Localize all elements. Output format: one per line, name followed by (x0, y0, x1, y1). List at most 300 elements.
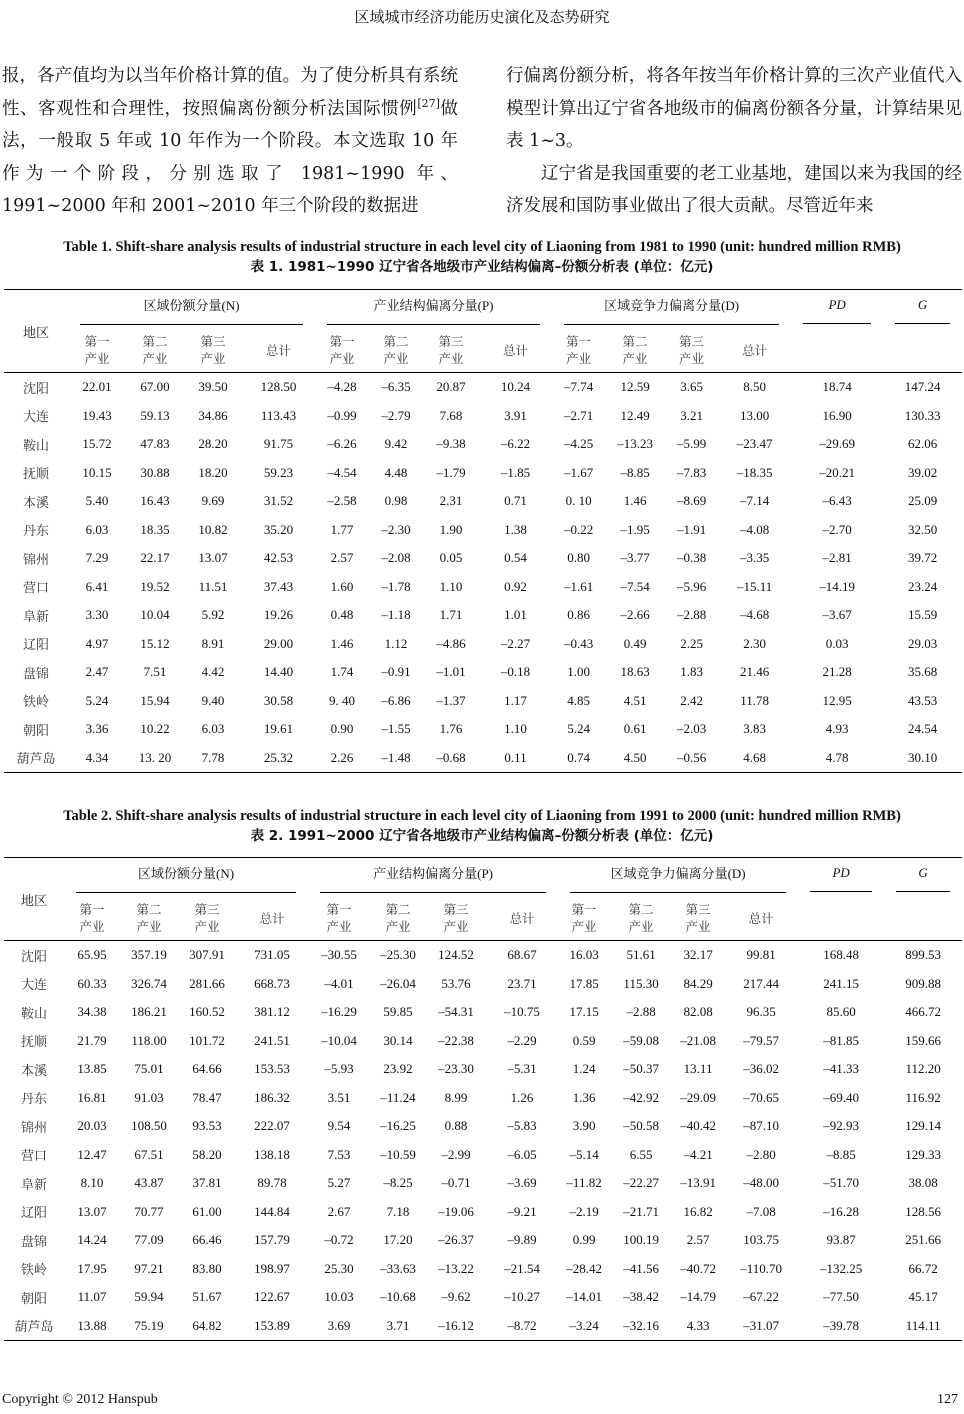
value-cell: –9.89 (507, 1232, 537, 1248)
table-row (4, 516, 962, 545)
group-n-header: 区域份额分量(N) (68, 290, 315, 331)
value-cell: –0.18 (500, 664, 531, 680)
value-cell: –33.63 (380, 1260, 416, 1276)
table-row (4, 687, 962, 716)
value-cell: –10.04 (321, 1032, 357, 1048)
value-cell: 12.49 (620, 407, 650, 423)
table-row (4, 1312, 962, 1341)
value-cell: 6.03 (85, 521, 109, 537)
value-cell: –1.01 (436, 664, 466, 680)
value-cell: –5.14 (569, 1146, 599, 1162)
value-cell: 18.20 (198, 464, 228, 480)
value-cell: 128.50 (260, 379, 297, 395)
value-cell: –1.85 (500, 464, 531, 480)
value-cell: 30.14 (383, 1032, 413, 1048)
table-row (4, 744, 962, 773)
value-cell: 0. 10 (565, 493, 592, 509)
total-header: 总计 (742, 343, 768, 358)
value-cell: 18.74 (822, 379, 852, 395)
value-cell: 2.25 (680, 635, 703, 651)
pd-header: PD (798, 858, 884, 899)
value-cell: –23.30 (438, 1061, 474, 1077)
primary-header: 第一 产业 (329, 335, 355, 366)
table-row (4, 658, 962, 687)
value-cell: –14.01 (566, 1289, 602, 1305)
value-cell: –31.07 (724, 1312, 798, 1341)
value-cell: –28.42 (566, 1260, 602, 1276)
value-cell: 8.10 (80, 1175, 104, 1191)
value-cell: 113.43 (260, 407, 297, 423)
value-cell: 153.89 (236, 1312, 308, 1341)
value-cell: 1.24 (572, 1061, 596, 1077)
value-cell: 0.80 (567, 550, 590, 566)
value-cell: 16.81 (77, 1089, 107, 1105)
value-cell: –0.22 (563, 521, 594, 537)
table-row (4, 601, 962, 630)
value-cell: 20.87 (436, 379, 466, 395)
value-cell: 731.05 (254, 947, 290, 963)
value-cell: 93.87 (826, 1232, 856, 1248)
value-cell: 2.31 (439, 493, 463, 509)
value-cell: –2.27 (500, 635, 531, 651)
total-header: 总计 (266, 343, 292, 358)
value-cell: –8.25 (383, 1175, 413, 1191)
table2 (4, 857, 962, 1341)
value-cell: 5.27 (327, 1175, 351, 1191)
tertiary-header: 第三 产业 (443, 903, 469, 934)
value-cell: 6.55 (629, 1146, 653, 1162)
value-cell: 18.35 (140, 521, 170, 537)
region-cell: 辽阳 (22, 637, 49, 653)
value-cell: –2.19 (569, 1203, 599, 1219)
value-cell: 34.38 (77, 1004, 107, 1020)
value-cell: –8.72 (486, 1312, 558, 1341)
value-cell: 1.17 (504, 692, 527, 708)
value-cell: –9.62 (441, 1289, 471, 1305)
value-cell: 25.32 (242, 744, 315, 773)
value-cell: –4.21 (683, 1146, 713, 1162)
body-text (0, 60, 964, 220)
value-cell: –3.67 (822, 607, 852, 623)
primary-header: 第一 产业 (571, 903, 597, 934)
value-cell: –3.69 (507, 1175, 537, 1191)
value-cell: 128.56 (905, 1203, 941, 1219)
value-cell: –4.08 (739, 521, 770, 537)
value-cell: 60.33 (77, 975, 107, 991)
value-cell: 30.58 (263, 692, 294, 708)
value-cell: 9.40 (201, 692, 225, 708)
value-cell: 0.99 (572, 1232, 596, 1248)
value-cell: 13.07 (198, 550, 228, 566)
g-header: G (884, 858, 962, 899)
value-cell: –77.50 (823, 1289, 859, 1305)
value-cell: 3.30 (85, 607, 109, 623)
value-cell: 3.36 (85, 721, 109, 737)
value-cell: –1.91 (676, 521, 707, 537)
value-cell: –1.79 (436, 464, 466, 480)
value-cell: 0.59 (572, 1032, 596, 1048)
group-d-header: 区域竞争力偏离分量(D) (552, 290, 791, 331)
value-cell: 129.33 (905, 1146, 941, 1162)
value-cell: 35.68 (907, 664, 938, 680)
value-cell: –0.91 (381, 664, 411, 680)
value-cell: 0.92 (504, 578, 527, 594)
value-cell: 3.65 (680, 379, 703, 395)
secondary-header: 第二 产业 (628, 903, 654, 934)
value-cell: 4.34 (68, 744, 126, 773)
value-cell: 64.66 (192, 1061, 222, 1077)
value-cell: –2.29 (507, 1032, 537, 1048)
value-cell: 100.19 (623, 1232, 659, 1248)
value-cell: 147.24 (904, 379, 941, 395)
value-cell: 17.85 (569, 975, 599, 991)
total-header: 总计 (503, 343, 529, 358)
group-n-header: 区域份额分量(N) (64, 858, 308, 899)
value-cell: 144.84 (254, 1203, 290, 1219)
value-cell: 0.05 (439, 550, 463, 566)
value-cell: 14.24 (77, 1232, 107, 1248)
region-header: 地区 (22, 324, 49, 340)
value-cell: –7.54 (620, 578, 650, 594)
region-cell: 丹东 (22, 523, 49, 539)
value-cell: –2.08 (381, 550, 411, 566)
value-cell: 0.03 (825, 635, 849, 651)
value-cell: –9.21 (507, 1203, 537, 1219)
value-cell: 85.60 (826, 1004, 856, 1020)
value-cell: –1.61 (563, 578, 594, 594)
value-cell: 2.57 (686, 1232, 710, 1248)
value-cell: 668.73 (254, 975, 290, 991)
primary-header: 第一 产业 (566, 335, 592, 366)
secondary-header: 第二 产业 (383, 335, 409, 366)
value-cell: –4.28 (327, 379, 357, 395)
value-cell: –7.74 (563, 379, 594, 395)
value-cell: 75.19 (120, 1312, 178, 1341)
value-cell: 12.95 (822, 692, 852, 708)
value-cell: 0.48 (330, 607, 354, 623)
value-cell: 17.95 (77, 1260, 107, 1276)
value-cell: 45.17 (908, 1289, 938, 1305)
value-cell: –21.54 (504, 1260, 540, 1276)
value-cell: –14.19 (819, 578, 855, 594)
table2-caption-zh: 表 2. 1991~2000 辽宁省各地级市产业结构偏离–份额分析表 (单位：亿元) (250, 828, 714, 844)
region-cell: 沈阳 (22, 380, 49, 396)
value-cell: –50.37 (623, 1061, 659, 1077)
value-cell: 1.00 (567, 664, 590, 680)
value-cell: –0.71 (441, 1175, 471, 1191)
value-cell: 34.86 (198, 407, 228, 423)
value-cell: 4.42 (201, 664, 225, 680)
value-cell: –41.56 (623, 1260, 659, 1276)
value-cell: 11.51 (198, 578, 228, 594)
value-cell: 2.42 (680, 692, 703, 708)
value-cell: 2.67 (327, 1203, 351, 1219)
value-cell: –1.37 (436, 692, 466, 708)
value-cell: –2.30 (381, 521, 411, 537)
value-cell: –29.69 (819, 436, 855, 452)
value-cell: –1.48 (369, 744, 423, 773)
value-cell: 10.82 (198, 521, 228, 537)
value-cell: 1.71 (439, 607, 463, 623)
footer-copyright: Copyright © 2012 Hanspub (2, 1392, 158, 1407)
value-cell: 5.40 (85, 493, 109, 509)
value-cell: –42.92 (623, 1089, 659, 1105)
value-cell: 9.54 (327, 1118, 351, 1134)
table1-caption-zh: 表 1. 1981~1990 辽宁省各地级市产业结构偏离–份额分析表 (单位：亿元) (250, 259, 714, 275)
value-cell: –51.70 (823, 1175, 859, 1191)
region-cell: 盘锦 (20, 1233, 47, 1249)
secondary-header: 第二 产业 (142, 335, 168, 366)
value-cell: –30.55 (321, 947, 357, 963)
value-cell: 153.53 (254, 1061, 290, 1077)
region-cell: 抚顺 (20, 1034, 47, 1050)
value-cell: –2.88 (626, 1004, 656, 1020)
value-cell: –11.24 (380, 1089, 416, 1105)
value-cell: 3.83 (743, 721, 766, 737)
value-cell: 42.53 (263, 550, 294, 566)
value-cell: –16.28 (823, 1203, 859, 1219)
table1-caption (0, 237, 964, 277)
value-cell: –5.99 (676, 436, 707, 452)
value-cell: 5.92 (201, 607, 225, 623)
value-cell: 1.26 (510, 1089, 534, 1105)
value-cell: –20.21 (819, 464, 855, 480)
value-cell: 326.74 (131, 975, 167, 991)
value-cell: 466.72 (905, 1004, 941, 1020)
region-cell: 丹东 (20, 1091, 47, 1107)
value-cell: 53.76 (441, 975, 471, 991)
value-cell: 39.72 (907, 550, 938, 566)
value-cell: 168.48 (823, 947, 859, 963)
value-cell: 70.77 (134, 1203, 164, 1219)
value-cell: 241.15 (823, 975, 859, 991)
value-cell: 2.26 (315, 744, 369, 773)
table-row (4, 373, 962, 402)
value-cell: –3.35 (739, 550, 770, 566)
value-cell: 23.92 (383, 1061, 413, 1077)
table-row (4, 630, 962, 659)
value-cell: 9.42 (384, 436, 408, 452)
value-cell: 13.11 (683, 1061, 713, 1077)
region-cell: 铁岭 (22, 694, 49, 710)
value-cell: 1.83 (680, 664, 703, 680)
value-cell: 11.78 (740, 692, 769, 708)
tertiary-header: 第三 产业 (438, 335, 464, 366)
value-cell: –9.38 (436, 436, 466, 452)
value-cell: 62.06 (907, 436, 938, 452)
value-cell: 83.80 (192, 1260, 222, 1276)
value-cell: 96.35 (746, 1004, 776, 1020)
running-head: 区域城市经济功能历史演化及态势研究 (354, 8, 610, 26)
value-cell: 47.83 (140, 436, 170, 452)
table-row (4, 459, 962, 488)
value-cell: –67.22 (743, 1289, 779, 1305)
tertiary-header: 第三 产业 (685, 903, 711, 934)
value-cell: 1.60 (330, 578, 354, 594)
value-cell: 8.99 (444, 1089, 468, 1105)
value-cell: –6.22 (500, 436, 531, 452)
value-cell: 20.03 (77, 1118, 107, 1134)
value-cell: 39.50 (198, 379, 228, 395)
value-cell: –41.33 (823, 1061, 859, 1077)
value-cell: 251.66 (905, 1232, 941, 1248)
value-cell: 115.30 (623, 975, 659, 991)
value-cell: 7.78 (184, 744, 242, 773)
value-cell: 4.93 (825, 721, 849, 737)
value-cell: 32.50 (907, 521, 938, 537)
value-cell: –5.31 (507, 1061, 537, 1077)
value-cell: 1.46 (623, 493, 647, 509)
value-cell: 19.43 (82, 407, 112, 423)
value-cell: 15.72 (82, 436, 112, 452)
value-cell: 23.71 (507, 975, 537, 991)
value-cell: –13.23 (617, 436, 653, 452)
value-cell: 13. 20 (126, 744, 184, 773)
region-cell: 营口 (20, 1148, 47, 1164)
total-header: 总计 (259, 911, 285, 926)
value-cell: 899.53 (905, 947, 941, 963)
value-cell: 18.63 (620, 664, 650, 680)
value-cell: 37.81 (192, 1175, 222, 1191)
region-cell: 辽阳 (20, 1205, 47, 1221)
value-cell: 0.90 (330, 721, 354, 737)
value-cell: 21.28 (822, 664, 852, 680)
region-cell: 抚顺 (22, 466, 49, 482)
region-cell: 大连 (22, 409, 49, 425)
value-cell: 15.12 (140, 635, 170, 651)
value-cell: 281.66 (189, 975, 225, 991)
value-cell: –2.58 (327, 493, 357, 509)
value-cell: 0.54 (504, 550, 527, 566)
region-cell: 本溪 (22, 494, 49, 510)
value-cell: 114.11 (884, 1312, 962, 1341)
region-cell: 锦州 (22, 551, 49, 567)
value-cell: 59.13 (140, 407, 170, 423)
value-cell: 1.90 (439, 521, 463, 537)
value-cell: –8.85 (826, 1146, 856, 1162)
table-row (4, 1198, 962, 1227)
table-row (4, 1055, 962, 1084)
right-paragraph-1: 行偏离份额分析，将各年按当年价格计算的三次产业值代入模型计算出辽宁省各地级市的偏离份额各分量，计算结果见表 1~3。 (506, 66, 962, 151)
value-cell: 9. 40 (329, 692, 356, 708)
value-cell: –5.83 (507, 1118, 537, 1134)
value-cell: 91.75 (263, 436, 294, 452)
value-cell: –4.68 (739, 607, 770, 623)
value-cell: –6.86 (381, 692, 411, 708)
value-cell: –40.72 (680, 1260, 716, 1276)
table-row (4, 430, 962, 459)
value-cell: 186.32 (254, 1089, 290, 1105)
value-cell: 116.92 (905, 1089, 941, 1105)
region-cell: 朝阳 (20, 1290, 47, 1306)
value-cell: –16.25 (380, 1118, 416, 1134)
value-cell: –10.68 (380, 1289, 416, 1305)
value-cell: 5.24 (567, 721, 590, 737)
value-cell: –48.00 (743, 1175, 779, 1191)
value-cell: 91.03 (134, 1089, 164, 1105)
total-header: 总计 (509, 911, 535, 926)
value-cell: 4.68 (718, 744, 791, 773)
value-cell: –8.69 (676, 493, 707, 509)
value-cell: –16.29 (321, 1004, 357, 1020)
value-cell: –0.68 (423, 744, 479, 773)
region-cell: 朝阳 (22, 722, 49, 738)
secondary-header: 第二 产业 (136, 903, 162, 934)
region-cell: 葫芦岛 (4, 1312, 64, 1341)
secondary-header: 第二 产业 (622, 335, 648, 366)
value-cell: 2.30 (743, 635, 766, 651)
value-cell: 3.21 (680, 407, 703, 423)
value-cell: 32.17 (683, 947, 713, 963)
right-column (506, 60, 962, 223)
region-cell: 锦州 (20, 1119, 47, 1135)
tertiary-header: 第三 产业 (679, 335, 705, 366)
value-cell: 138.18 (254, 1146, 290, 1162)
value-cell: 130.33 (904, 407, 941, 423)
value-cell: 10.04 (140, 607, 170, 623)
value-cell: 101.72 (189, 1032, 225, 1048)
value-cell: 8.50 (743, 379, 766, 395)
value-cell: –22.38 (438, 1032, 474, 1048)
value-cell: –4.54 (327, 464, 357, 480)
value-cell: 66.72 (908, 1260, 938, 1276)
value-cell: 381.12 (254, 1004, 290, 1020)
value-cell: 13.07 (77, 1203, 107, 1219)
table-row (4, 1226, 962, 1255)
value-cell: 58.20 (192, 1146, 222, 1162)
value-cell: 59.85 (383, 1004, 413, 1020)
value-cell: –50.58 (623, 1118, 659, 1134)
value-cell: 19.61 (263, 721, 294, 737)
value-cell: 2.47 (85, 664, 109, 680)
value-cell: 1.77 (330, 521, 354, 537)
region-cell: 鞍山 (20, 1005, 47, 1021)
value-cell: –7.83 (676, 464, 707, 480)
value-cell: –81.85 (823, 1032, 859, 1048)
value-cell: –59.08 (623, 1032, 659, 1048)
value-cell: 241.51 (254, 1032, 290, 1048)
region-cell: 沈阳 (20, 948, 47, 964)
citation-ref[interactable]: [27] (417, 96, 440, 110)
value-cell: 17.15 (569, 1004, 599, 1020)
value-cell: 16.03 (569, 947, 599, 963)
value-cell: 35.20 (263, 521, 294, 537)
value-cell: –3.77 (620, 550, 650, 566)
value-cell: 1.74 (330, 664, 354, 680)
region-header: 地区 (20, 892, 47, 908)
value-cell: –2.88 (676, 607, 707, 623)
value-cell: 51.67 (192, 1289, 222, 1305)
value-cell: –5.96 (676, 578, 707, 594)
value-cell: 0.11 (479, 744, 552, 773)
value-cell: 23.24 (907, 578, 938, 594)
value-cell: 31.52 (263, 493, 294, 509)
value-cell: –2.79 (381, 407, 411, 423)
value-cell: 3.91 (504, 407, 527, 423)
value-cell: 7.68 (439, 407, 463, 423)
value-cell: 4.48 (384, 464, 408, 480)
value-cell: 64.82 (178, 1312, 236, 1341)
value-cell: 43.87 (134, 1175, 164, 1191)
value-cell: 6.03 (201, 721, 225, 737)
table-row (4, 1169, 962, 1198)
table2-caption (0, 806, 964, 846)
secondary-header: 第二 产业 (385, 903, 411, 934)
value-cell: 24.54 (907, 721, 938, 737)
primary-header: 第一 产业 (84, 335, 110, 366)
value-cell: –11.82 (566, 1175, 602, 1191)
pd-header: PD (791, 290, 883, 331)
